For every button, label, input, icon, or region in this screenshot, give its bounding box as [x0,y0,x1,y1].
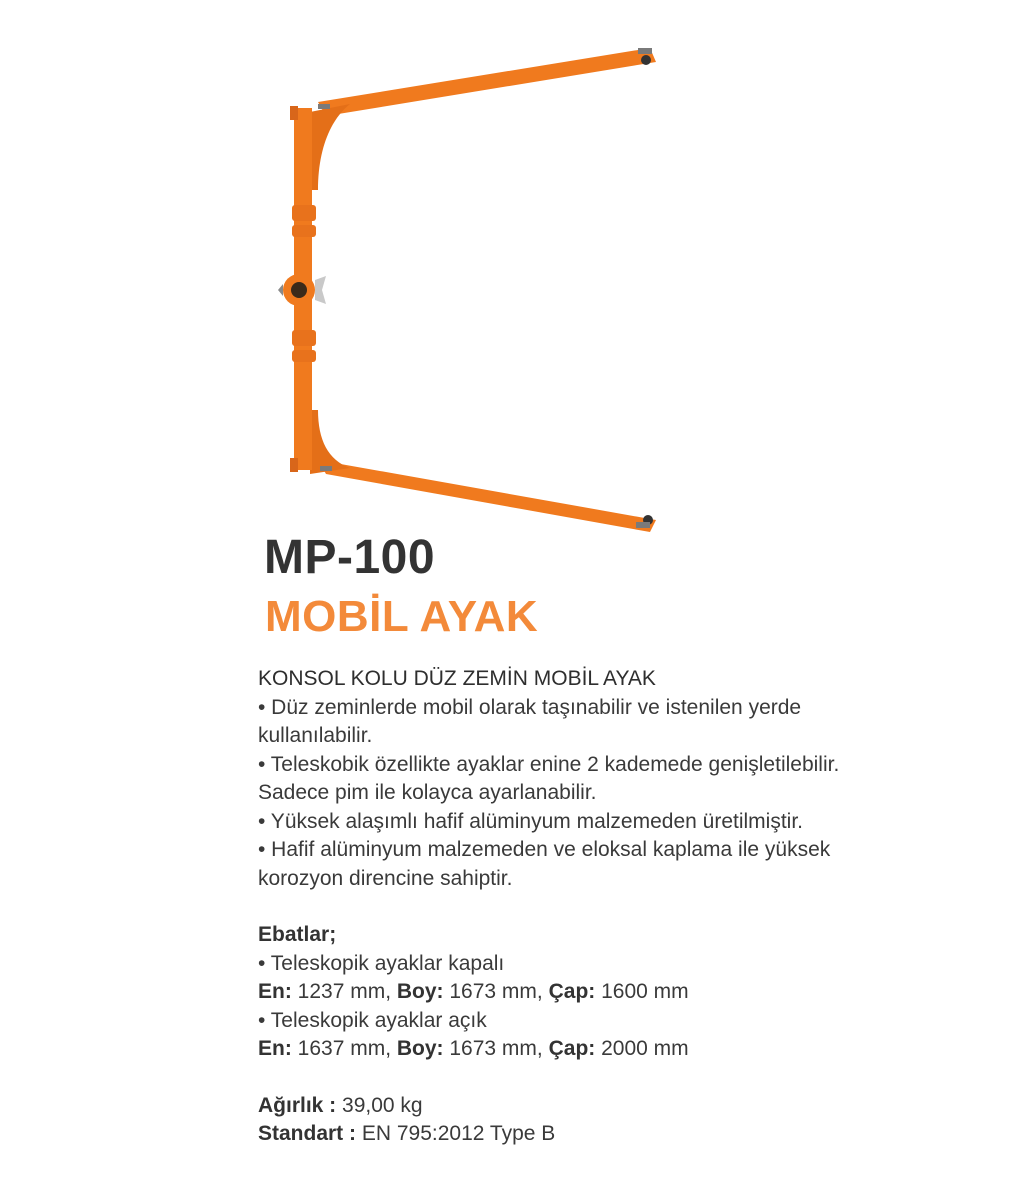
standard-spec: Standart : EN 795:2012 Type B [258,1122,556,1145]
product-name: MOBİL AYAK [265,592,539,641]
bottom-telescopic-arm [318,460,656,532]
open-config-dimensions: En: 1637 mm, Boy: 1673 mm, Çap: 2000 mm [258,1037,689,1060]
feature-item: • Teleskobik özellikte ayaklar enine 2 kademede genişletilebilir. Sadece pim ile kolayca ayarlanabilir. [258,752,840,804]
top-arm-wheel [641,55,651,65]
weight-spec: Ağırlık : 39,00 kg [258,1093,423,1117]
product-description [258,665,898,1149]
dimensions-title: Ebatlar; [258,923,337,946]
open-config-label: • Teleskopik ayaklar açık [258,1008,487,1032]
description-heading: KONSOL KOLU DÜZ ZEMİN MOBİL AYAK [258,667,656,690]
feature-item: • Hafif alüminyum malzemeden ve eloksal kaplama ile yüksek korozyon direncine sahiptir. [258,838,831,890]
top-telescopic-arm [318,48,656,116]
feature-item: • Yüksek alaşımlı hafif alüminyum malzemeden üretilmiştir. [258,809,803,833]
closed-config-dimensions: En: 1237 mm, Boy: 1673 mm, Çap: 1600 mm [258,980,689,1003]
mobile-base-product-image [270,40,670,540]
bottom-gusset [310,410,350,474]
product-model: MP-100 [264,531,436,584]
top-gusset [310,104,350,190]
feature-item: • Düz zeminlerde mobil olarak taşınabilir ve istenilen yerde kullanılabilir. [258,695,802,747]
closed-config-label: • Teleskopik ayaklar kapalı [258,951,505,975]
